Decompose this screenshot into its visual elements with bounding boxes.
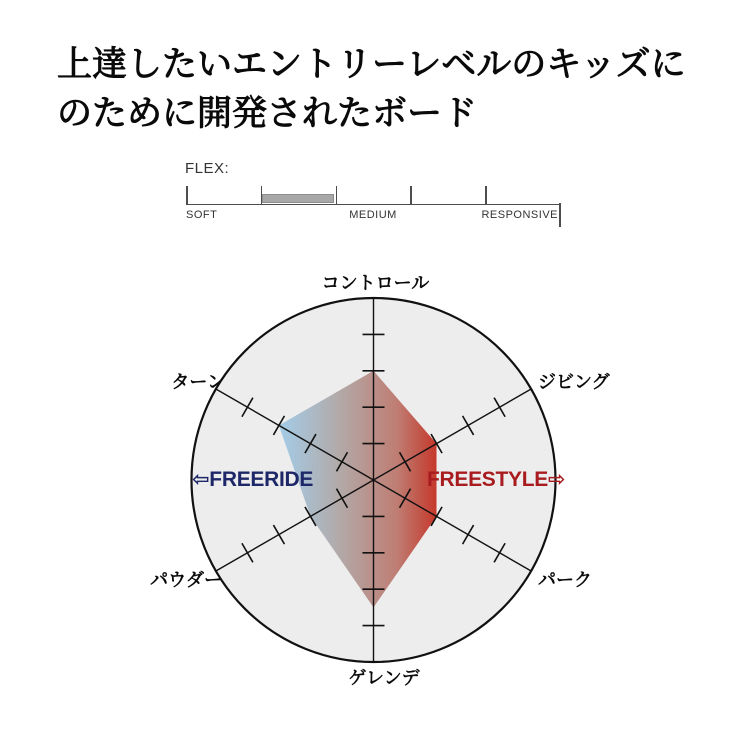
radar-axis-label-slope: ゲレンデ — [348, 668, 420, 688]
freestyle-label: FREESTYLE⇨ — [427, 468, 566, 491]
freeride-label: ⇦FREERIDE — [192, 468, 314, 491]
flex-scale-label-soft: SOFT — [186, 209, 218, 221]
radar-axis-label-control: コントロール — [321, 273, 430, 293]
radar-axis-label-powder: パウダー — [150, 570, 222, 590]
radar-axis-label-park: パーク — [538, 570, 592, 590]
flex-label: FLEX: — [185, 160, 230, 177]
radar-axis-label-turn: ターン — [171, 372, 225, 392]
radar-axis-label-jibbing: ジビング — [538, 372, 610, 392]
heading-line-2: のために開発されたボード — [57, 94, 478, 133]
flex-scale-label-responsive: RESPONSIVE — [481, 209, 558, 221]
flex-scale-label-medium: MEDIUM — [349, 209, 397, 221]
heading-line-1: 上達したいエントリーレベルのキッズに — [57, 45, 686, 84]
